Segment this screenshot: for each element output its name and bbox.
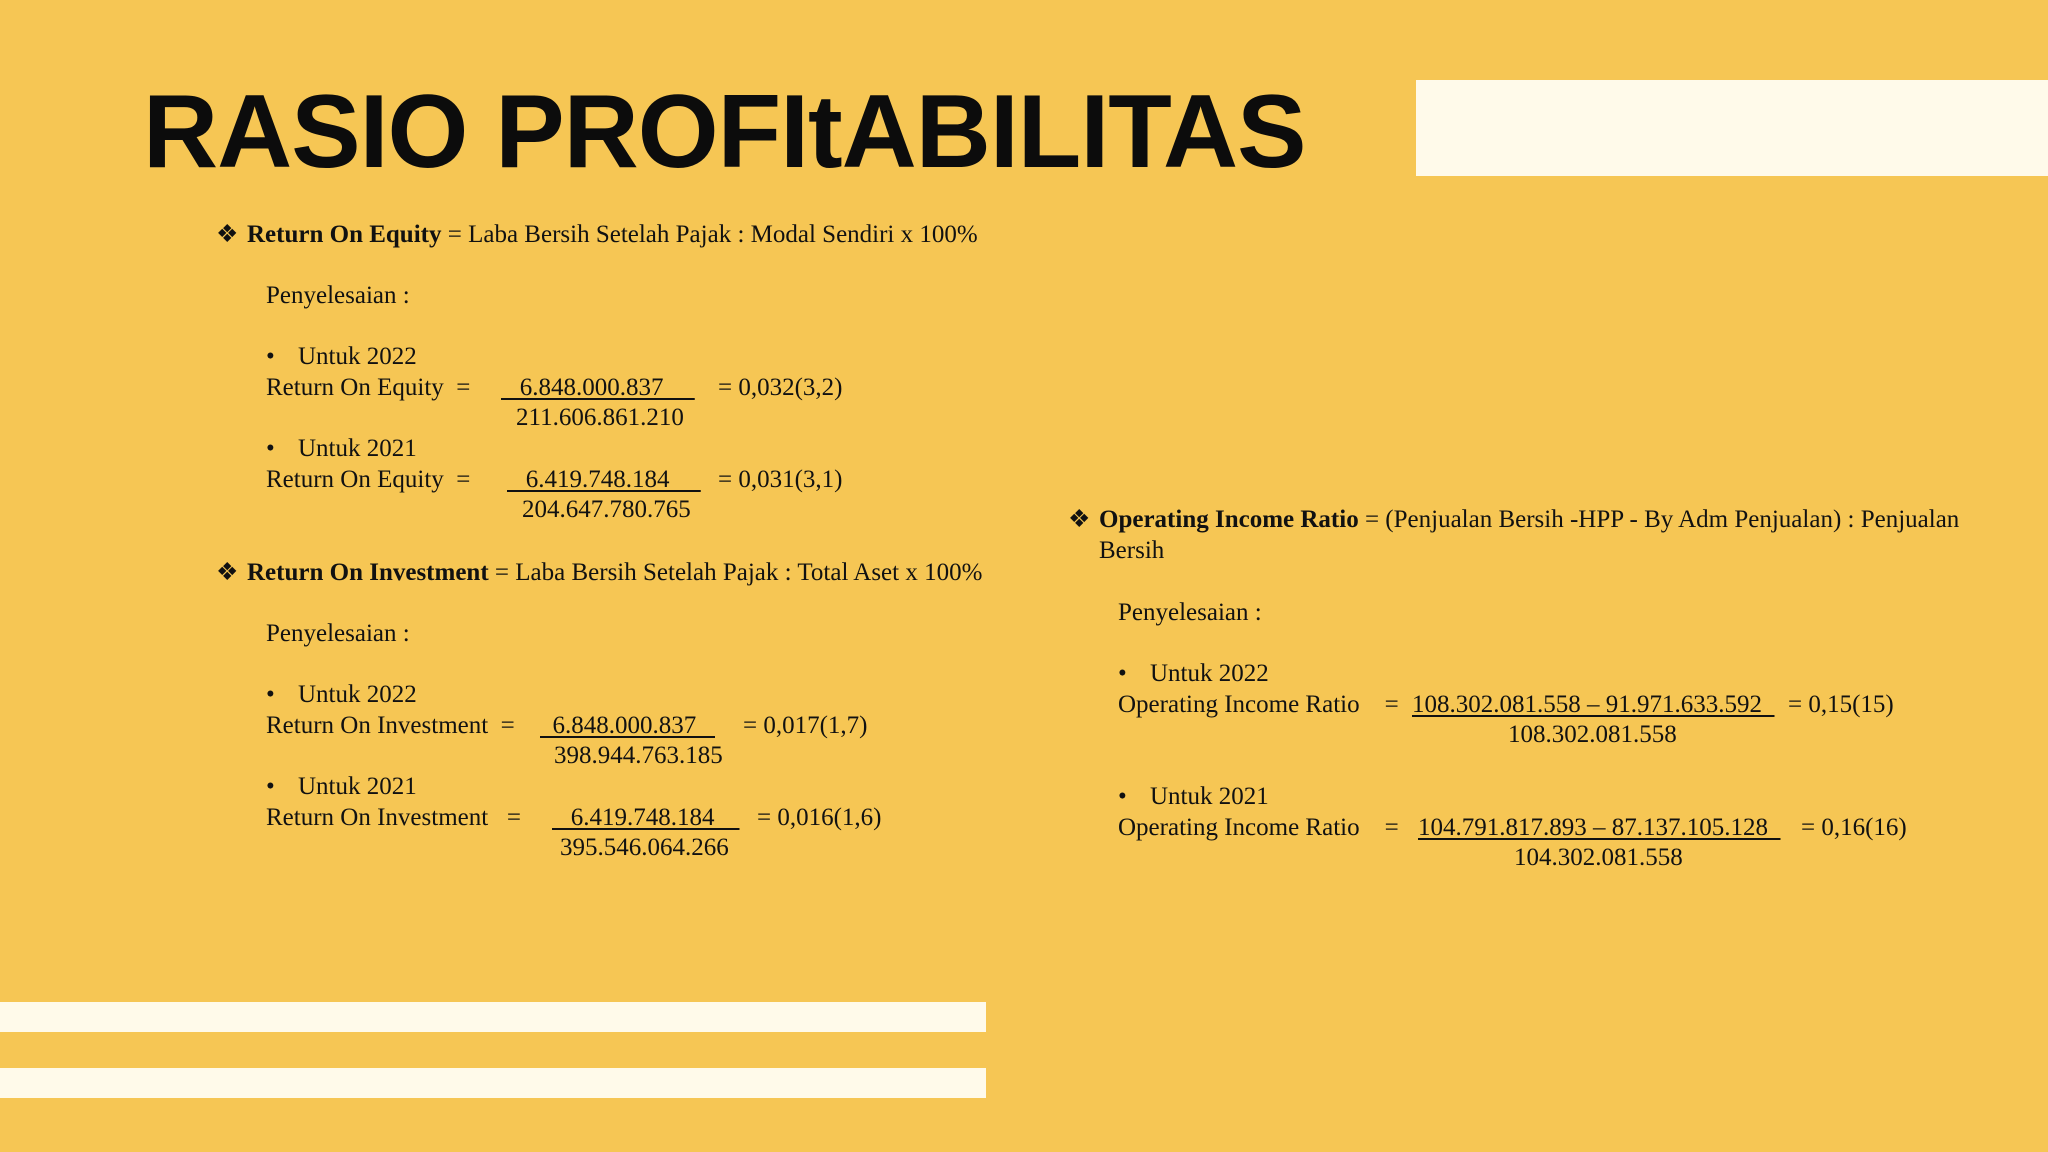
roe-2021-numerator: 6.419.748.184 (507, 466, 701, 493)
roi-2022-result: = 0,017(1,7) (743, 712, 868, 739)
bullet-dot-icon: • (266, 435, 275, 462)
bullet-dot-icon: • (266, 343, 275, 370)
oir-formula: = (Penjualan Bersih -HPP - By Adm Penjualan) : Penjualan (1358, 506, 1960, 533)
roi-2021-lhs: Return On Investment = (266, 804, 522, 831)
bullet-dot-icon: • (266, 773, 275, 800)
roe-2022-label: Untuk 2022 (298, 343, 417, 370)
oir-2021-lhs: Operating Income Ratio = (1118, 814, 1399, 841)
roi-definition (247, 558, 982, 588)
roi-2021-result: = 0,016(1,6) (757, 804, 882, 831)
roe-definition (247, 220, 978, 250)
diamond-bullet-icon: ❖ (1068, 506, 1091, 533)
roi-solution-label: Penyelesaian : (266, 620, 410, 647)
bullet-dot-icon: • (1118, 783, 1127, 810)
roi-2022-numerator: 6.848.000.837 (540, 712, 715, 739)
oir-definition (1099, 505, 1959, 535)
roe-2022-denominator: 211.606.861.210 (516, 404, 684, 431)
oir-2022-numerator: 108.302.081.558 – 91.971.633.592 (1412, 691, 1775, 718)
bullet-dot-icon: • (266, 681, 275, 708)
roe-2022-result: = 0,032(3,2) (718, 374, 843, 401)
roi-2021-numerator: 6.419.748.184 (552, 804, 740, 831)
roi-term: Return On Investment (247, 559, 489, 586)
roi-2022-label: Untuk 2022 (298, 681, 417, 708)
oir-2022-label: Untuk 2022 (1150, 660, 1269, 687)
roe-term: Return On Equity (247, 221, 442, 248)
oir-2022-result: = 0,15(15) (1788, 691, 1894, 718)
diamond-bullet-icon: ❖ (216, 221, 239, 248)
oir-formula-continuation: Bersih (1099, 537, 1165, 564)
roe-2021-denominator: 204.647.780.765 (522, 496, 691, 523)
decorative-top-right-bar (1416, 80, 2048, 176)
diamond-bullet-icon: ❖ (216, 559, 239, 586)
oir-2022-lhs: Operating Income Ratio = (1118, 691, 1399, 718)
roi-2021-denominator: 395.546.064.266 (560, 834, 729, 861)
oir-2022-denominator: 108.302.081.558 (1508, 721, 1677, 748)
oir-term: Operating Income Ratio (1099, 506, 1359, 533)
oir-2021-result: = 0,16(16) (1801, 814, 1907, 841)
roe-solution-label: Penyelesaian : (266, 282, 410, 309)
roi-2021-label: Untuk 2021 (298, 773, 417, 800)
decorative-bottom-bar (0, 1068, 986, 1098)
roi-2022-denominator: 398.944.763.185 (554, 742, 723, 769)
oir-2021-numerator: 104.791.817.893 – 87.137.105.128 (1418, 814, 1781, 841)
roi-formula: = Laba Bersih Setelah Pajak : Total Aset x 100% (488, 559, 983, 586)
roi-2022-lhs: Return On Investment = (266, 712, 515, 739)
roe-2021-result: = 0,031(3,1) (718, 466, 843, 493)
bullet-dot-icon: • (1118, 660, 1127, 687)
roe-2022-lhs: Return On Equity = (266, 374, 471, 401)
slide-title: RASIO PROFItABILITAS (143, 74, 1306, 190)
oir-solution-label: Penyelesaian : (1118, 599, 1262, 626)
decorative-bottom-bar (0, 1002, 986, 1032)
roe-2021-label: Untuk 2021 (298, 435, 417, 462)
roe-2022-numerator: 6.848.000.837 (501, 374, 695, 401)
oir-2021-label: Untuk 2021 (1150, 783, 1269, 810)
roe-2021-lhs: Return On Equity = (266, 466, 471, 493)
oir-2021-denominator: 104.302.081.558 (1514, 844, 1683, 871)
roe-formula: = Laba Bersih Setelah Pajak : Modal Sendiri x 100% (441, 221, 978, 248)
